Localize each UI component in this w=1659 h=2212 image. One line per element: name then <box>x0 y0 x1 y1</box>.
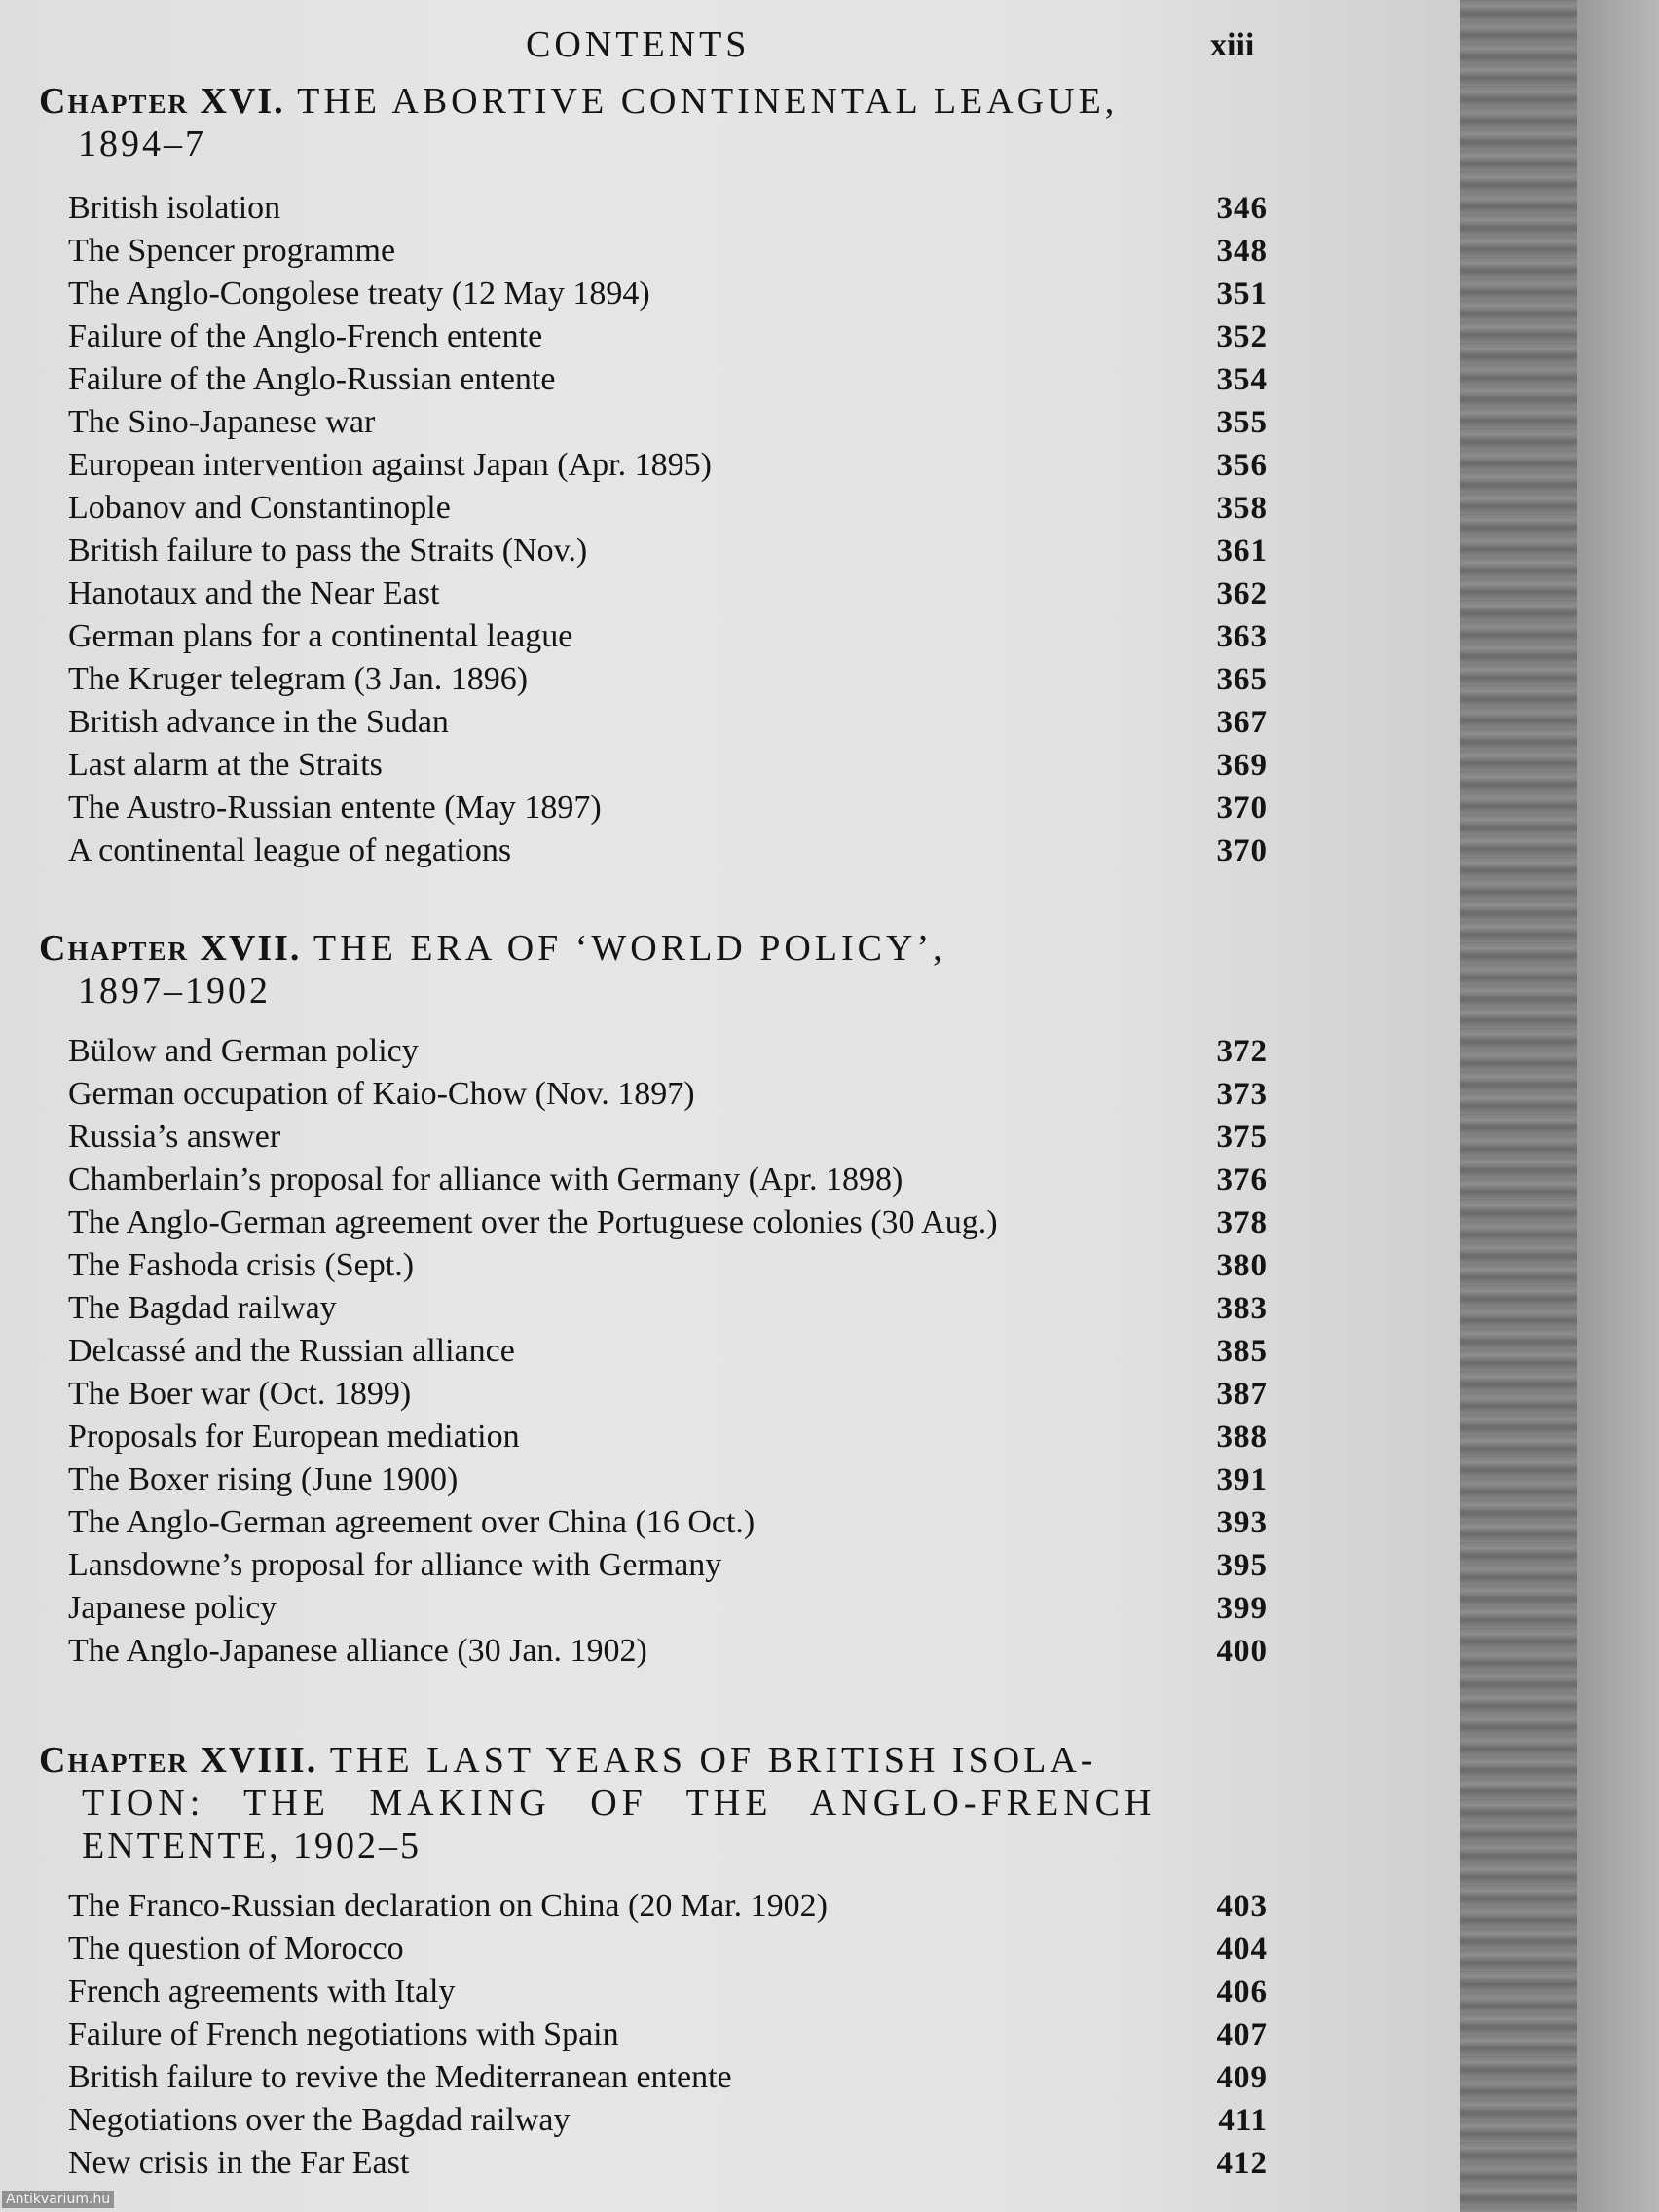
toc-entry-page-number: 387 <box>1216 1377 1268 1412</box>
toc-entry-title: British failure to revive the Mediterranean entente <box>68 2059 732 2095</box>
toc-entry <box>68 1244 1268 1287</box>
toc-entry-page-number: 400 <box>1216 1634 1268 1669</box>
toc-entry <box>68 1587 1268 1630</box>
chapter-title: THE LAST YEARS OF BRITISH ISOLA- <box>329 1740 1097 1781</box>
toc-entry <box>68 444 1268 487</box>
toc-entry-title: Failure of French negotiations with Spain <box>68 2016 619 2052</box>
toc-entry-page-number: 372 <box>1216 1034 1268 1069</box>
toc-entry-title: The Bagdad railway <box>68 1290 337 1326</box>
toc-entry <box>68 1928 1268 1971</box>
toc-entry <box>68 701 1268 744</box>
toc-entry <box>68 273 1268 315</box>
toc-entry-page-number: 395 <box>1216 1548 1268 1583</box>
toc-entry <box>68 1501 1268 1544</box>
toc-entry-title: Bülow and German policy <box>68 1033 419 1069</box>
toc-entry <box>68 1971 1268 2013</box>
chapter-label: Chapter XVII. <box>39 928 302 969</box>
toc-entry <box>68 658 1268 701</box>
toc-entry-title: A continental league of negations <box>68 832 512 868</box>
toc-entry-title: The Boxer rising (June 1900) <box>68 1461 459 1497</box>
toc-entry-page-number: 404 <box>1216 1932 1268 1967</box>
toc-entry <box>68 1159 1268 1201</box>
toc-entry-title: British isolation <box>68 190 281 226</box>
toc-entry-page-number: 352 <box>1216 319 1268 354</box>
toc-entry-page-number: 367 <box>1216 705 1268 740</box>
toc-entry <box>68 530 1268 572</box>
toc-entry <box>68 787 1268 830</box>
watermark-logo: Antikvarium.hu <box>2 2191 114 2208</box>
toc-entry-title: The Anglo-German agreement over China (16 Oct.) <box>68 1504 756 1540</box>
toc-entry-page-number: 409 <box>1216 2060 1268 2095</box>
toc-entry-title: Negotiations over the Bagdad railway <box>68 2102 571 2138</box>
toc-entry <box>68 1201 1268 1244</box>
toc-entry <box>68 1885 1268 1928</box>
toc-entry <box>68 1458 1268 1501</box>
toc-entry <box>68 2013 1268 2056</box>
toc-entry-title: The Fashoda crisis (Sept.) <box>68 1247 415 1283</box>
toc-entry-title: British failure to pass the Straits (Nov.) <box>68 533 588 569</box>
toc-entry-title: Failure of the Anglo-Russian entente <box>68 361 556 397</box>
toc-entry-title: New crisis in the Far East <box>68 2145 410 2181</box>
chapter-title: THE ERA OF ‘WORLD POLICY’, <box>313 928 946 969</box>
toc-entry <box>68 615 1268 658</box>
toc-entry-page-number: 391 <box>1216 1462 1268 1497</box>
toc-entry-page-number: 369 <box>1216 748 1268 783</box>
toc-entry <box>68 1287 1268 1330</box>
toc-entry <box>68 187 1268 230</box>
toc-entry <box>68 2142 1268 2185</box>
toc-entry-page-number: 412 <box>1216 2146 1268 2181</box>
toc-entry-page-number: 354 <box>1216 362 1268 397</box>
toc-entry <box>68 1416 1268 1458</box>
chapter-title-line-2: TION: THE MAKING OF THE ANGLO-FRENCH <box>82 1783 1157 1824</box>
toc-entry-title: Lobanov and Constantinople <box>68 490 451 526</box>
toc-entry-page-number: 383 <box>1216 1291 1268 1326</box>
toc-entry-page-number: 393 <box>1216 1505 1268 1540</box>
toc-entry-title: Delcassé and the Russian alliance <box>68 1333 515 1369</box>
toc-entry <box>68 401 1268 444</box>
toc-entry-page-number: 361 <box>1216 534 1268 569</box>
toc-entry <box>68 487 1268 530</box>
toc-entry-page-number: 406 <box>1216 1974 1268 2009</box>
chapter-heading-xvii <box>39 927 1207 1013</box>
running-head <box>0 23 1460 82</box>
toc-entry <box>68 315 1268 358</box>
toc-entry-page-number: 388 <box>1216 1419 1268 1455</box>
toc-entry <box>68 1330 1268 1373</box>
toc-entry-page-number: 362 <box>1216 576 1268 611</box>
toc-entry-page-number: 380 <box>1216 1248 1268 1283</box>
toc-entry-page-number: 399 <box>1216 1591 1268 1626</box>
toc-entry-title: Japanese policy <box>68 1590 277 1626</box>
toc-entry-page-number: 351 <box>1216 276 1268 312</box>
chapter-dates: 1897–1902 <box>78 971 271 1012</box>
toc-entry <box>68 1073 1268 1116</box>
toc-entry-title: Hanotaux and the Near East <box>68 575 440 611</box>
toc-entry-title: The Sino-Japanese war <box>68 404 376 440</box>
toc-entry-title: German plans for a continental league <box>68 618 573 654</box>
toc-entry-page-number: 385 <box>1216 1334 1268 1369</box>
toc-entry-page-number: 365 <box>1216 662 1268 697</box>
toc-entry-title: Failure of the Anglo-French entente <box>68 318 543 354</box>
toc-entry-title: The Anglo-Japanese alliance (30 Jan. 1902) <box>68 1633 647 1669</box>
chapter-label: Chapter XVIII. <box>39 1740 318 1781</box>
toc-entry-title: The Austro-Russian entente (May 1897) <box>68 790 602 826</box>
toc-entry-page-number: 356 <box>1216 448 1268 483</box>
toc-entry-title: Lansdowne’s proposal for alliance with Germany <box>68 1547 722 1583</box>
toc-entry-page-number: 358 <box>1216 491 1268 526</box>
toc-entry-title: Chamberlain’s proposal for alliance with Germany (Apr. 1898) <box>68 1161 903 1198</box>
toc-entry-title: The question of Morocco <box>68 1931 404 1967</box>
toc-entry-page-number: 411 <box>1218 2103 1268 2138</box>
toc-entry-page-number: 373 <box>1216 1077 1268 1112</box>
toc-entry <box>68 2056 1268 2099</box>
chapter-dates: 1894–7 <box>78 124 206 165</box>
toc-entry <box>68 1030 1268 1073</box>
toc-entry-page-number: 403 <box>1216 1889 1268 1924</box>
toc-entry-page-number: 375 <box>1216 1120 1268 1155</box>
toc-entry-page-number: 346 <box>1216 191 1268 226</box>
toc-entry-page-number: 355 <box>1216 405 1268 440</box>
toc-list-chapter-xviii <box>68 1885 1268 2185</box>
toc-entry-title: The Boer war (Oct. 1899) <box>68 1376 412 1412</box>
toc-entry <box>68 744 1268 787</box>
toc-entry-page-number: 370 <box>1216 833 1268 868</box>
toc-entry-title: The Spencer programme <box>68 233 396 269</box>
toc-entry-title: Russia’s answer <box>68 1119 281 1155</box>
toc-entry-title: The Franco-Russian declaration on China (20 Mar. 1902) <box>68 1888 828 1924</box>
toc-entry-title: The Anglo-German agreement over the Portuguese colonies (30 Aug.) <box>68 1204 998 1240</box>
toc-entry-title: German occupation of Kaio-Chow (Nov. 1897) <box>68 1076 695 1112</box>
toc-entry <box>68 2099 1268 2142</box>
toc-entry <box>68 830 1268 872</box>
toc-entry-title: The Kruger telegram (3 Jan. 1896) <box>68 661 529 697</box>
toc-list-chapter-xvii <box>68 1030 1268 1673</box>
toc-entry <box>68 230 1268 273</box>
toc-entry <box>68 1116 1268 1159</box>
toc-list-chapter-xvi <box>68 187 1268 872</box>
chapter-heading-xviii <box>39 1739 1183 1867</box>
chapter-title: THE ABORTIVE CONTINENTAL LEAGUE, <box>297 81 1119 122</box>
toc-entry-title: Last alarm at the Straits <box>68 747 383 783</box>
toc-entry <box>68 1373 1268 1416</box>
toc-entry-page-number: 407 <box>1216 2017 1268 2052</box>
running-head-page-number: xiii <box>1210 27 1255 63</box>
toc-entry <box>68 358 1268 401</box>
toc-entry-title: The Anglo-Congolese treaty (12 May 1894) <box>68 276 650 312</box>
toc-entry-title: European intervention against Japan (Apr. 1895) <box>68 447 712 483</box>
toc-entry-page-number: 370 <box>1216 791 1268 826</box>
book-edge <box>1577 0 1659 2212</box>
toc-entry-page-number: 378 <box>1216 1205 1268 1240</box>
toc-entry-page-number: 363 <box>1216 619 1268 654</box>
toc-entry-page-number: 376 <box>1216 1162 1268 1198</box>
running-head-title: CONTENTS <box>526 24 751 65</box>
toc-entry-page-number: 348 <box>1216 234 1268 269</box>
toc-entry <box>68 1630 1268 1673</box>
toc-entry <box>68 572 1268 615</box>
chapter-heading-xvi <box>39 80 1207 166</box>
toc-entry <box>68 1544 1268 1587</box>
chapter-title-line-3: ENTENTE, 1902–5 <box>82 1825 422 1866</box>
toc-entry-title: Proposals for European mediation <box>68 1419 520 1455</box>
toc-entry-title: French agreements with Italy <box>68 1973 456 2009</box>
chapter-label: Chapter XVI. <box>39 81 285 122</box>
toc-entry-title: British advance in the Sudan <box>68 704 449 740</box>
